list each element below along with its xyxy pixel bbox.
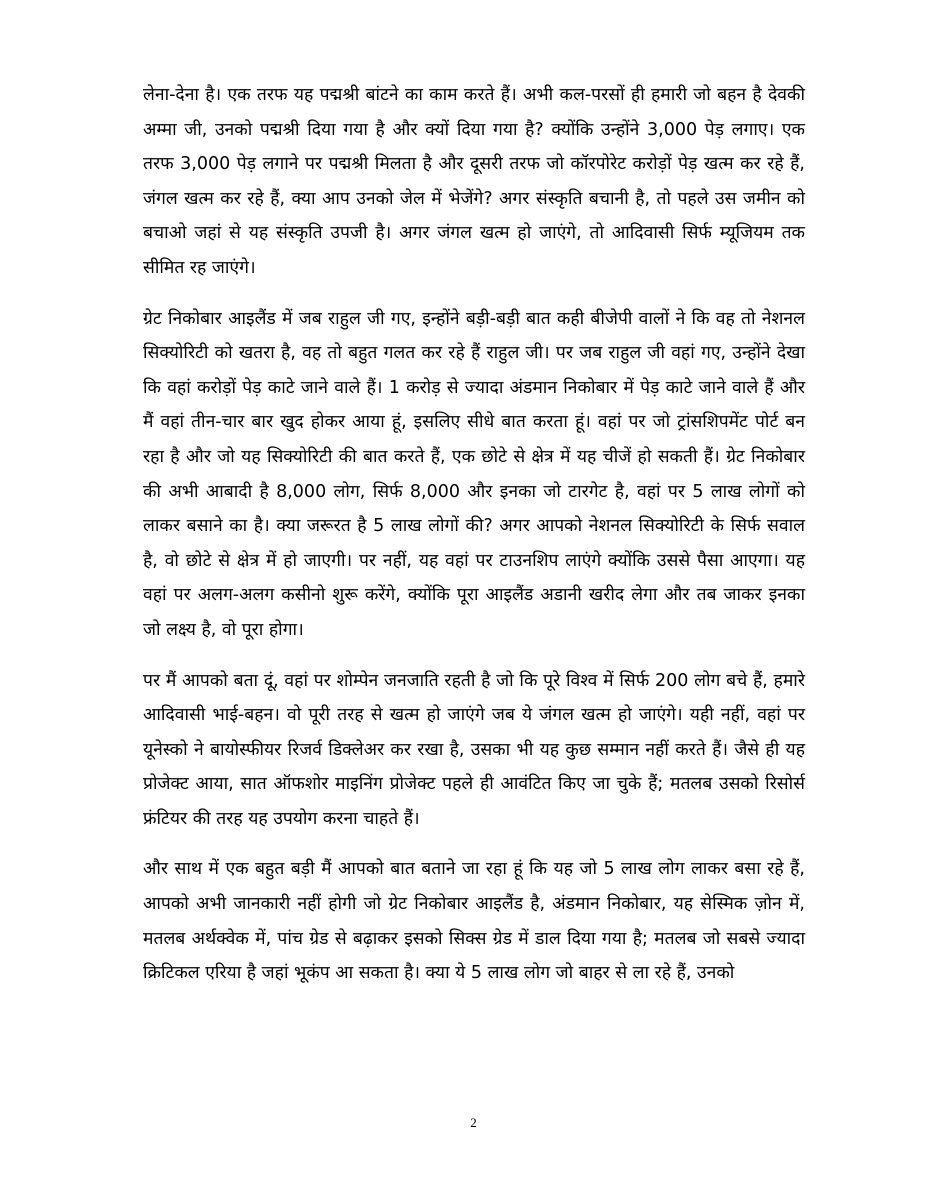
- paragraph-3: पर मैं आपको बता दूं, वहां पर शोम्पेन जनजाति रहती है जो कि पूरे विश्व में सिर्फ 200 लोग बचे हैं, हमारे आदिवासी भाई-बहन। वो पूरी तरह से खत्म हो जाएंगे जब ये जंगल खत्म हो जाएंगे। यही नहीं, वहां पर यूनेस्को ने बायोस्फीयर रिजर्व डिक्लेअर कर रखा है, उसका भी यह कुछ सम्मान नहीं करते हैं। जैसे ही यह प्रोजेक्ट आया, सात ऑफशोर माइनिंग प्रोजेक्ट पहले ही आवंटित किए जा चुके हैं; मतलब उसको रिसोर्स फ्रंटियर की तरह यह उपयोग करना चाहते हैं।: [143, 670, 805, 829]
- paragraph-2: ग्रेट निकोबार आइलैंड में जब राहुल जी गए, इन्होंने बड़ी-बड़ी बात कही बीजेपी वालों ने कि वह तो नेशनल सिक्योरिटी को खतरा है, वह तो बहुत गलत कर रहे हैं राहुल जी। पर जब राहुल जी वहां गए, उन्होंने देखा कि वहां करोड़ों पेड़ काटे जाने वाले हैं। 1 करोड़ से ज्यादा अंडमान निकोबार में पेड़ काटे जाने वाले हैं और मैं वहां तीन-चार बार खुद होकर आया हूं, इसलिए सीधे बात करता हूं। वहां पर जो ट्रांसशिपमेंट पोर्ट बन रहा है और जो यह सिक्योरिटी की बात करते हैं, एक छोटे से क्षेत्र में यह चीजें हो सकती हैं। ग्रेट निकोबार की अभी आबादी है 8,000 लोग, सिर्फ 8,000 और इनका जो टारगेट है, वहां पर 5 लाख लोगों को लाकर बसाने का है। क्या जरूरत है 5 लाख लोगों की? अगर आपको नेशनल सिक्योरिटी के सिर्फ सवाल है, वो छोटे से क्षेत्र में हो जाएगी। पर नहीं, यह वहां पर टाउनशिप लाएंगे क्योंकि उससे पैसा आएगा। यह वहां पर अलग-अलग कसीनो शुरू करेंगे, क्योंकि पूरा आइलैंड अडानी खरीद लेगा और तब जाकर इनका जो लक्ष्य है, वो पूरा होगा।: [143, 308, 805, 640]
- paragraph-4: और साथ में एक बहुत बड़ी मैं आपको बात बताने जा रहा हूं कि यह जो 5 लाख लोग लाकर बसा रहे हैं, आपको अभी जानकारी नहीं होगी जो ग्रेट निकोबार आइलैंड है, अंडमान निकोबार, यह सेस्मिक ज़ोन में, मतलब अर्थक्वेक में, पांच ग्रेड से बढ़ाकर इसको सिक्स ग्रेड में डाल दिया गया है; मतलब जो सबसे ज्यादा क्रिटिकल एरिया है जहां भूकंप आ सकता है। क्या ये 5 लाख लोग जो बाहर से ला रहे हैं, उनको: [143, 859, 805, 984]
- paragraph-1: लेना-देना है। एक तरफ यह पद्मश्री बांटने का काम करते हैं। अभी कल-परसों ही हमारी जो बहन है देवकी अम्मा जी, उनको पद्मश्री दिया गया है और क्यों दिया गया है? क्योंकि उन्होंने 3,000 पेड़ लगाए। एक तरफ 3,000 पेड़ लगाने पर पद्मश्री मिलता है और दूसरी तरफ जो कॉरपोरेट करोड़ों पेड़ खत्म कर रहे हैं, जंगल खत्म कर रहे हैं, क्या आप उनको जेल में भेजेंगे? अगर संस्कृति बचानी है, तो पहले उस जमीन को बचाओ जहां से यह संस्कृति उपजी है। अगर जंगल खत्म हो जाएंगे, तो आदिवासी सिर्फ म्यूजियम तक सीमित रह जाएंगे।: [143, 85, 805, 278]
- page-number: 2: [470, 1115, 477, 1130]
- document-body: [143, 78, 805, 1007]
